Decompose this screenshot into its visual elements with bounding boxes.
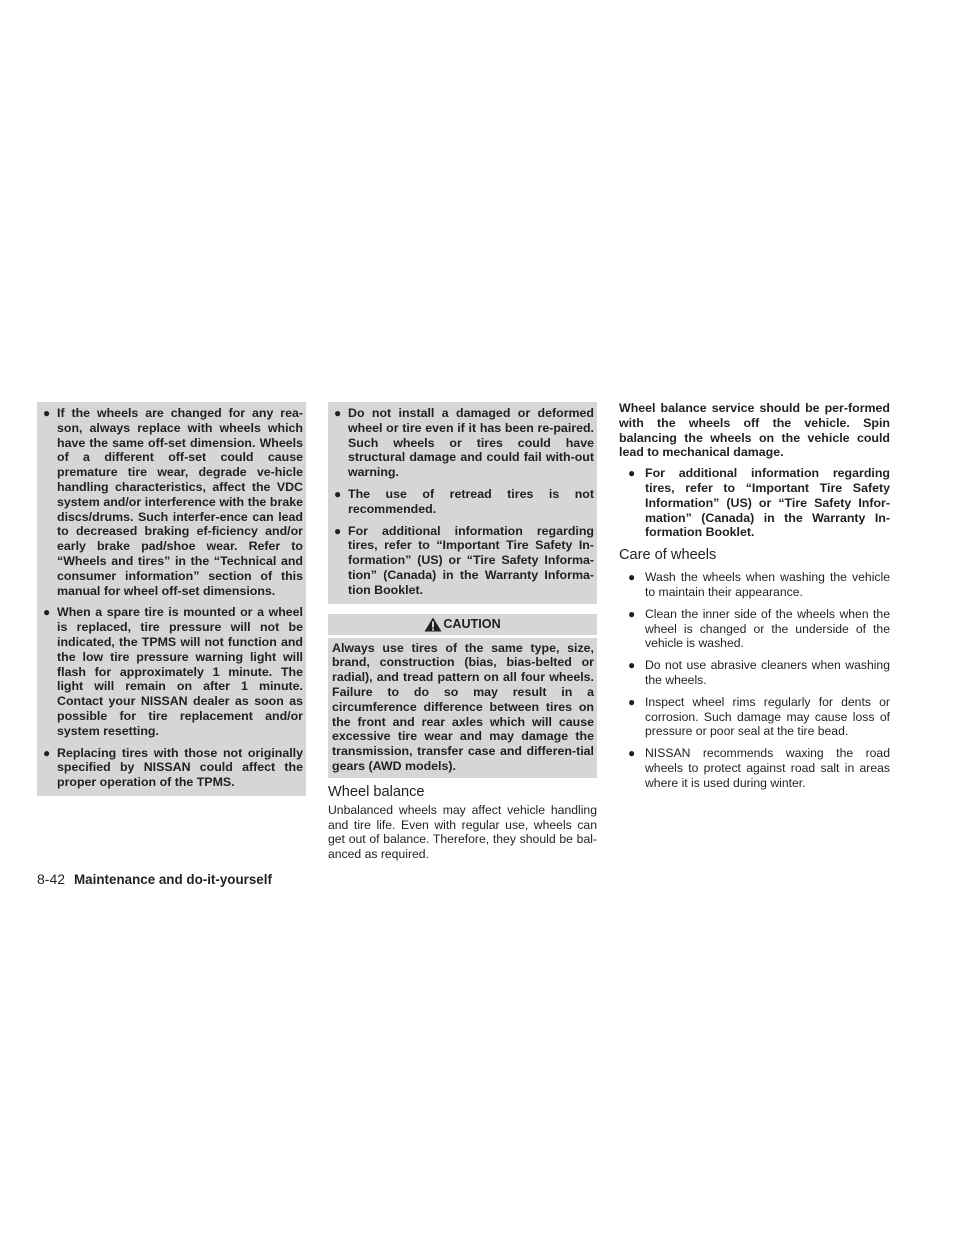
warning-box-middle [328,402,597,604]
caution-header [328,614,597,635]
list-item: ● For additional information regarding tires, refer to “Important Tire Safety Information” (US) or “Tire Safety Infor-mation” (Canada) in the Warranty In-formation Booklet. [628,466,890,540]
bullet-icon: ● [628,466,636,481]
caution-title: CAUTION [443,617,501,632]
bullet-icon: ● [43,406,51,420]
bullet-icon: ● [334,486,342,501]
list-item: ● Do not use abrasive cleaners when washing the wheels. [628,658,890,687]
column-middle [328,402,597,862]
care-list [619,570,890,790]
list-item: ● Replacing tires with those not originally specified by NISSAN could affect the proper operation of the TPMS. [43,745,303,790]
list-item: ● Do not install a damaged or deformed wheel or tire even if it has been re-paired. Such wheels or tires could have structural damage and could fail with-out warning. [334,406,594,480]
column-left [37,402,306,796]
bullet-icon: ● [334,406,342,420]
bullet-icon: ● [628,606,636,621]
list-item: ● For additional information regarding tires, refer to “Important Tire Safety In-formation” (US) or “Tire Safety Informa-tion” (Canada) in the Warranty Informa-tion Booklet. [334,523,594,597]
warning-list-middle [331,406,594,598]
page-number: 8-42 [37,871,66,887]
heading-wheel-balance: Wheel balance [328,783,425,800]
info-list-right [619,466,890,540]
page-footer [37,871,272,889]
heading-care-of-wheels: Care of wheels [619,547,717,564]
list-item: ● If the wheels are changed for any rea-son, always replace with wheels which have the same off-set dimension. Wheels of a different off-set could cause premature tire wear, degrade ve-hicle handling characteristics, affect the VDC system and/or interference with the brake discs/drums. Such interfer-ence can lead to decreased braking ef-ficiency and/or early brake pad/shoe wear. Refer to “Wheels and tires” in the “Technical and consumer information” section of this manual for wheel off-set dimensions. [43,406,303,598]
warning-list-left [40,406,303,790]
list-item: ● Wash the wheels when washing the vehicle to maintain their appearance. [628,570,890,599]
wheel-balance-text: Unbalanced wheels may affect vehicle handling and tire life. Even with regular use, wheels can get out of balance. Therefore, they should be bal-anced as required. [328,802,597,862]
bullet-icon: ● [628,658,636,673]
bullet-icon: ● [43,605,51,620]
bullet-icon: ● [628,746,636,761]
warning-box-left [37,402,306,796]
list-item: ● When a spare tire is mounted or a wheel is replaced, tire pressure will not be indicated, the TPMS will not function and the low tire pressure warning light will flash for approximately 1 minute. The light will remain on after 1 minute. Contact your NISSAN dealer as soon as possible for tire replacement and/or system resetting. [43,605,303,738]
bullet-icon: ● [43,745,51,760]
section-title: Maintenance and do-it-yourself [74,872,272,887]
caution-text: Always use tires of the same type, size, brand, construction (bias, bias-belted or radial), and tread pattern on all four wheels. Failure to do so may result in a circumference difference between tires on the front and rear axles which will cause excessive tire wear and may damage the transmission, transfer case and differen-tial gears (AWD models). [328,638,597,778]
list-item: ● The use of retread tires is not recommended. [334,486,594,516]
list-item: ● NISSAN recommends waxing the road wheels to protect against road salt in areas where it is used during winter. [628,746,890,790]
warning-triangle-icon [424,617,442,632]
bullet-icon: ● [628,694,636,709]
wheel-balance-service-text: Wheel balance service should be per-formed with the wheels off the vehicle. Spin balancing the wheels on the vehicle could lead to mechanical damage. [619,401,890,460]
bullet-icon: ● [334,523,342,538]
list-item: ● Clean the inner side of the wheels when the wheel is changed or the underside of the vehicle is washed. [628,606,890,651]
column-right [619,401,890,798]
list-item: ● Inspect wheel rims regularly for dents or corrosion. Such damage may cause loss of pressure or poor seal at the tire bead. [628,694,890,739]
bullet-icon: ● [628,570,636,585]
